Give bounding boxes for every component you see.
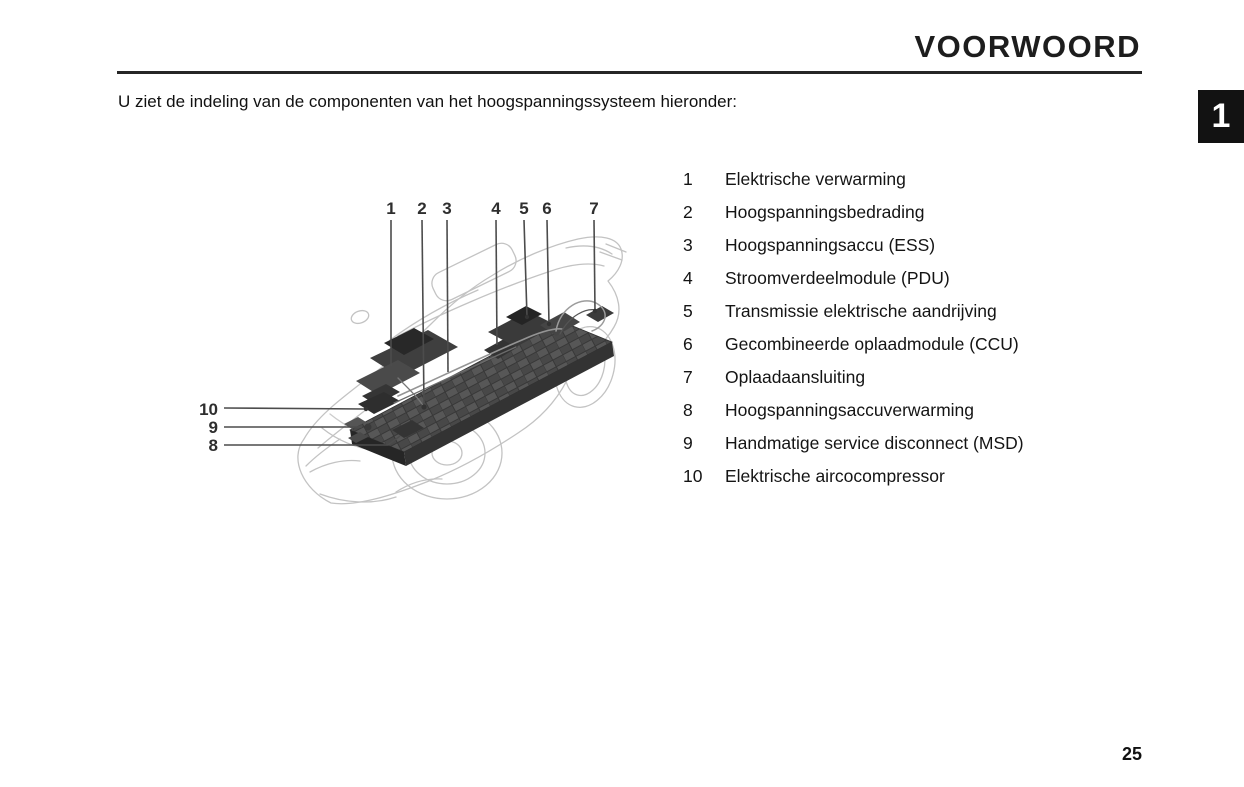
charge-port [586,306,614,322]
diagram-callout-7: 7 [589,199,599,218]
diagram-callout-1: 1 [386,199,396,218]
legend-item-label: Handmatige service disconnect (MSD) [725,433,1024,453]
legend-item [683,394,1024,427]
legend-item-number: 10 [683,466,703,486]
diagram-callout-3: 3 [442,199,452,218]
page-number: 25 [1121,744,1142,764]
legend-item-label: Hoogspanningsaccuverwarming [725,400,975,420]
diagram-callout-9: 9 [208,418,218,437]
hv-components-diagram [180,192,650,514]
legend-item [683,361,1024,394]
mirror-outline [349,308,370,325]
chapter-tab [1198,90,1244,143]
hv-components [344,306,614,466]
headlight-left [310,460,360,472]
legend-item [683,328,1024,361]
legend-item-number: 2 [683,202,693,222]
legend-item-number: 5 [683,301,693,321]
legend-item-label: Hoogspanningsaccu (ESS) [725,235,936,255]
diagram-callout-8: 8 [208,436,218,455]
legend-item-label: Gecombineerde oplaadmodule (CCU) [725,334,1019,354]
legend-item-number: 9 [683,433,693,453]
msd-connector [365,424,372,431]
diagram-callout-6: 6 [542,199,552,218]
legend-item [683,163,1024,196]
page-title: VOORWOORD [914,29,1141,64]
diagram-callout-4: 4 [491,199,501,218]
legend-item [683,460,1024,493]
legend-item [683,427,1024,460]
legend-item-number: 4 [683,268,693,288]
legend-item-number: 7 [683,367,693,387]
legend-item [683,262,1024,295]
legend-item-number: 3 [683,235,693,255]
legend-item [683,295,1024,328]
legend-item-number: 8 [683,400,693,420]
legend-item-number: 6 [683,334,693,354]
legend-item [683,229,1024,262]
diagram-callout-2: 2 [417,199,427,218]
component-legend [683,163,1024,493]
intro-text: U ziet de indeling van de componenten van het hoogspanningssysteem hieronder: [118,92,738,111]
rear-window-line [566,246,612,254]
legend-item-label: Oplaadaansluiting [725,367,866,387]
grille-line [320,494,396,502]
windshield-line [390,290,478,340]
sunroof-outline [428,239,520,305]
chapter-tab-number: 1 [1211,97,1231,135]
legend-item [683,196,1024,229]
diagram-callout-10: 10 [199,400,218,419]
legend-item-label: Stroomverdeelmodule (PDU) [725,268,950,288]
legend-item-label: Elektrische aircocompressor [725,466,945,486]
legend-item-number: 1 [683,169,693,189]
legend-item-label: Hoogspanningsbedrading [725,202,925,222]
legend-item-label: Transmissie elektrische aandrijving [725,301,997,321]
header-rule [117,71,1142,74]
diagram-callout-5: 5 [519,199,529,218]
legend-item-label: Elektrische verwarming [725,169,906,189]
